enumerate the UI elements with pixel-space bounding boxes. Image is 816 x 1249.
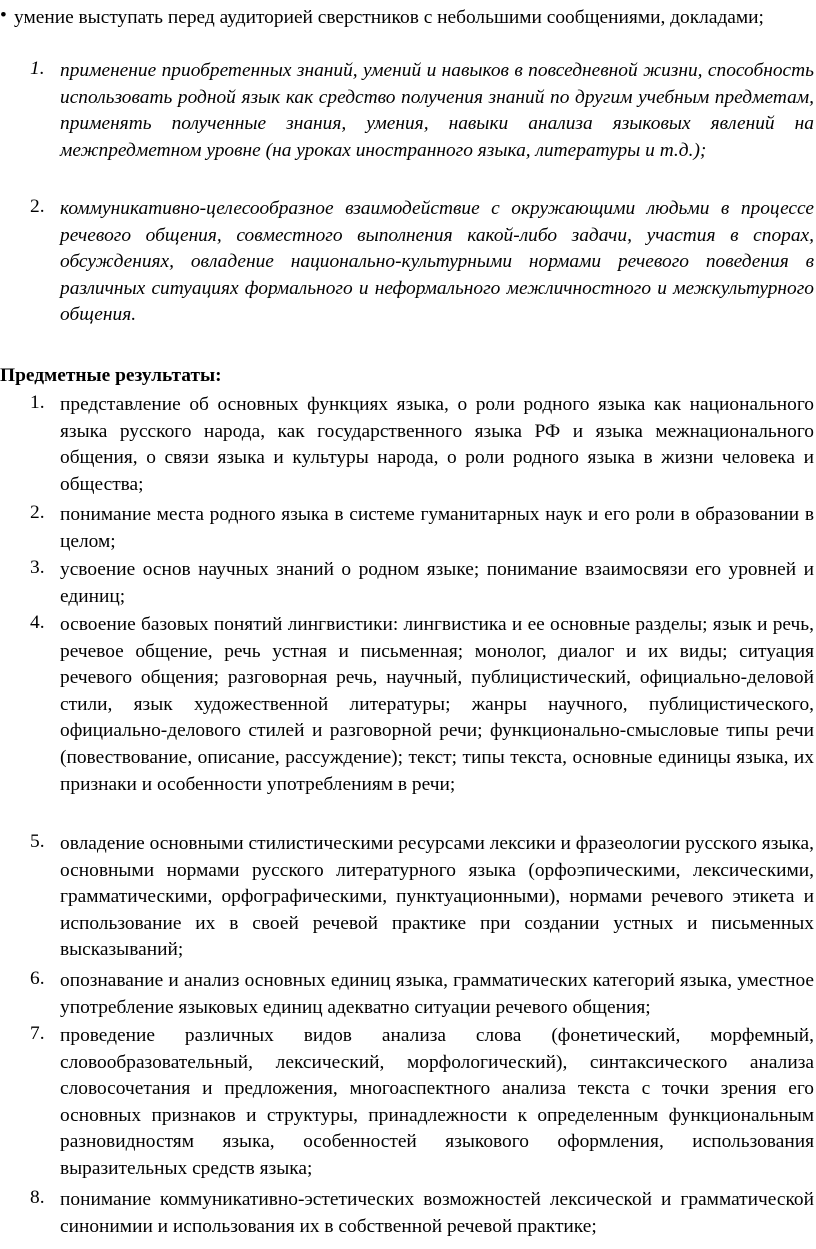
item-text: представление об основных функциях языка, о роли родного языка как национального языка русского народа, как государственного языка РФ и языка межнационального общения, о связи языка и культуры народа, о роли родного языка в жизни человека и общества; (60, 394, 814, 495)
item-text: овладение основными стилистическими ресурсами лексики и фразеологии русского языка, основными нормами русского литературного языка (орфоэпическими, лексическими, грамматическими, орфографическими, пунктуационными), нормами речевого этикета и использование их в своей речевой практике при создании устных и письменных высказываний; (60, 833, 814, 961)
item-number: 1. (30, 392, 45, 413)
section-heading: Предметные результаты: (0, 365, 222, 386)
item-text: понимание места родного языка в системе гуманитарных наук и его роли в образовании в целом; (60, 504, 814, 552)
item-text: освоение базовых понятий лингвистики: лингвистика и ее основные разделы; язык и речь, речевое общение, речь устная и письменная; монолог, диалог и их виды; ситуация речевого общения; разговорная речь, научный, публицистический, официально-деловой стили, язык художественной литературы; жанры научного, публицистического, официально-делового стилей и разговорной речи; функционально-смысловые типы речи (повествование, описание, рассуждение); текст; типы текста, основные единицы языка, их признаки и особенности употреблениям в речи; (60, 614, 814, 795)
item-number: 3. (30, 557, 45, 578)
item-text: понимание коммуникативно-эстетических возможностей лексической и грамматической синонимии и использования их в собственной речевой практике; (60, 1189, 814, 1237)
item-number: 8. (30, 1187, 45, 1208)
item-number: 1. (30, 58, 45, 79)
bullet-marker: • (0, 5, 7, 26)
intro-bullet-item (0, 5, 814, 32)
item-text: проведение различных видов анализа слова (фонетический, морфемный, словообразовательный, лексический, морфологический), синтаксического анализа словосочетания и предложения, многоаспектного анализа текста с точки зрения его основных признаков и структуры, принадлежности к определенным функциональным разновидностям языка, особенностей языкового оформления, использования выразительных средств языка; (60, 1025, 814, 1179)
item-number: 2. (30, 196, 45, 217)
bullet-text: умение выступать перед аудиторией сверстников с небольшими сообщениями, докладами; (14, 7, 764, 28)
item-text: опознавание и анализ основных единиц языка, грамматических категорий языка, уместное употребление языковых единиц адекватно ситуации речевого общения; (60, 970, 814, 1018)
item-number: 4. (30, 612, 45, 633)
item-text: применение приобретенных знаний, умений и навыков в повседневной жизни, способность использовать родной язык как средство получения знаний по другим учебным предметам, применять полученные знания, умения, навыки анализа языковых явлений на межпредметном уровне (на уроках иностранного языка, литературы и т.д.); (60, 60, 814, 161)
item-number: 6. (30, 968, 45, 989)
item-number: 7. (30, 1023, 45, 1044)
item-text: усвоение основ научных знаний о родном языке; понимание взаимосвязи его уровней и единиц; (60, 559, 814, 607)
item-number: 5. (30, 831, 45, 852)
item-number: 2. (30, 502, 45, 523)
item-text: коммуникативно-целесообразное взаимодействие с окружающими людьми в процессе речевого общения, совместного выполнения какой-либо задачи, участия в спорах, обсуждениях, овладение национально-культурными нормами речевого поведения в различных ситуациях формального и неформального межличностного и межкультурного общения. (60, 198, 814, 326)
